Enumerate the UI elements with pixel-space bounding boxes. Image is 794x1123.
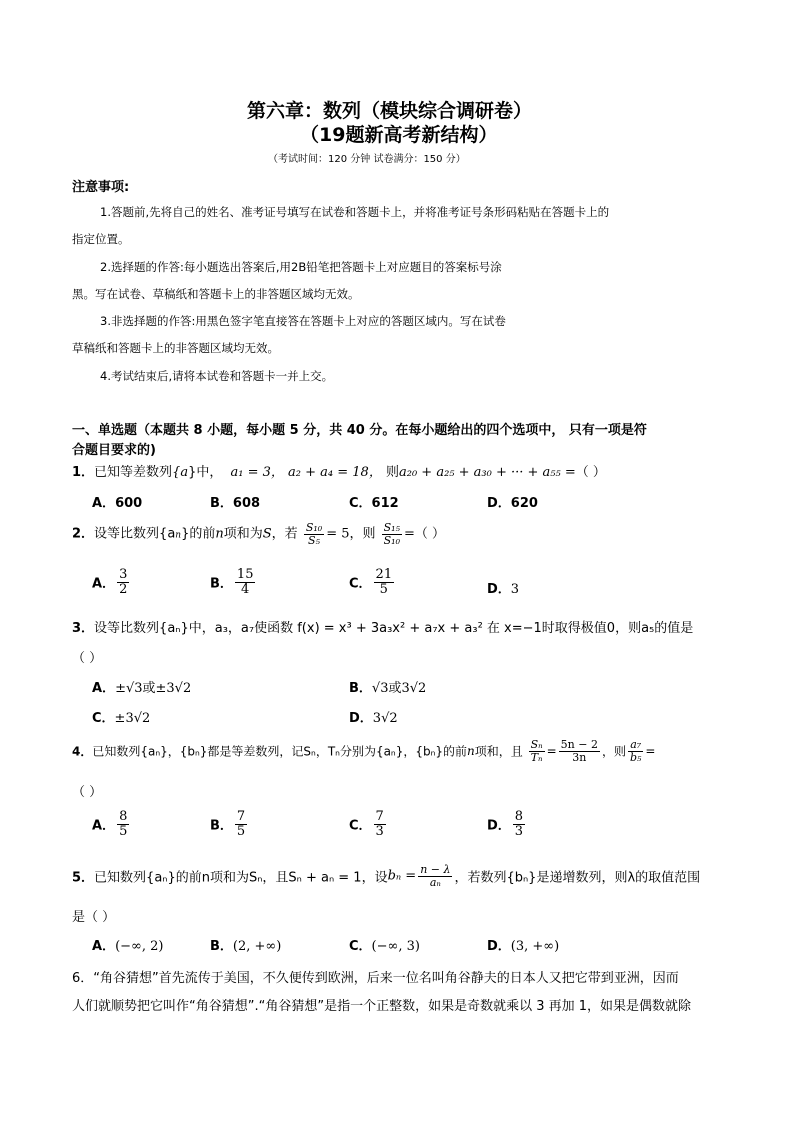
q2-option-d-label: D． (487, 582, 511, 597)
question-2 (72, 522, 445, 546)
notice-line-3: 2.选择题的作答:每小题选出答案后,用2B铅笔把答题卡上对应题目的答案标号涂 (100, 260, 502, 274)
q2-b-den: 4 (241, 581, 250, 597)
q1-text-b: }中， (188, 465, 223, 480)
q2-option-c-fraction (374, 568, 395, 596)
q4-fraction-1 (529, 739, 545, 763)
q3-option-b (349, 677, 426, 696)
q2-text-c: 项和为 (223, 526, 263, 542)
exam-info: （考试时间：120 分钟 试卷满分：150 分） (268, 154, 466, 165)
q5-fraction (418, 864, 452, 888)
q1-option-b-label: B． (210, 496, 233, 511)
q2-sub-n: n (175, 530, 182, 541)
q4-option-d-fraction (513, 810, 525, 838)
q4-option-a-label: A． (92, 818, 116, 834)
q2-option-c (349, 568, 396, 596)
q1-text-a: 已知等差数列 (94, 465, 173, 480)
q1-option-b (210, 492, 260, 511)
q4-text-c: ，则 (601, 744, 626, 759)
q4-b-num: 7 (236, 809, 246, 824)
q4-f1-numerator: Sₙ (530, 738, 543, 751)
q2-option-d-value: 3 (510, 582, 520, 597)
q4-option-b-label: B． (210, 818, 233, 834)
q1-option-b-value: 608 (232, 496, 261, 511)
q4-b-den: 5 (236, 823, 246, 839)
question-4 (72, 739, 655, 763)
q2-number: 2． (72, 526, 95, 542)
q4-fraction-2 (559, 739, 600, 763)
q4-option-a-fraction (117, 810, 129, 838)
q1-option-a-value: 600 (115, 496, 143, 511)
q5-option-d (487, 935, 559, 954)
q4-c-den: 3 (375, 823, 384, 839)
q4-eq2: = (645, 744, 656, 759)
q4-eq: = (546, 744, 557, 759)
q2-option-b-label: B． (210, 576, 233, 592)
q5-option-a-label: A． (92, 939, 116, 954)
q3-option-d-label: D． (349, 711, 373, 726)
q5-option-d-label: D． (487, 939, 511, 954)
q2-f2-denominator: S₁₀ (383, 533, 400, 547)
q4-a-den: 5 (119, 823, 128, 839)
q5-line-2: 是（ ） (72, 910, 116, 925)
q2-eq5: = 5 (326, 526, 350, 542)
q3-number: 3． (72, 621, 95, 636)
q1-number: 1． (72, 465, 95, 480)
q5-text-b: ，若数列{bₙ}是递增数列，则λ的取值范围 (454, 870, 701, 886)
question-6-line-2: 人们就顺势把它叫作“角谷猜想”.“角谷猜想”是指一个正整数，如果是奇数就乘以 3 再加 1，如果是偶数就除 (72, 999, 692, 1014)
q4-f3-denominator: b₅ (629, 750, 642, 764)
section-heading-line1: 一、单选题（本题共 8 小题，每小题 5 分，共 40 分。在每小题给出的四个选项中， 只有一项是符 (72, 423, 647, 438)
q2-b-num: 15 (236, 567, 254, 582)
q2-option-a-fraction (117, 568, 129, 596)
q4-text-a: 已知数列{aₙ}，{bₙ}都是等差数列，记Sₙ，Tₙ分别为{aₙ}，{bₙ}的前 (92, 744, 468, 759)
q4-number: 4． (72, 744, 93, 759)
q2-f1-denominator: S₅ (308, 533, 320, 547)
q2-eq: = (404, 526, 415, 542)
q4-c-num: 7 (375, 809, 384, 824)
notice-line-1: 1.答题前,先将自己的姓名、准考证号填写在试卷和答题卡上，并将准考证号条形码粘贴在答题卡上的 (100, 205, 610, 219)
q4-option-d (487, 810, 527, 838)
q2-text-e: ，则 (349, 526, 376, 542)
q2-option-b (210, 568, 257, 596)
q1-option-a (92, 492, 142, 511)
q2-c-num: 21 (375, 567, 393, 582)
q5-option-b-value: (2, +∞) (232, 939, 282, 954)
q2-text-d: ，若 (271, 526, 298, 542)
q2-option-a-label: A． (92, 576, 116, 592)
q5-text-a: 已知数列{aₙ}的前n项和为Sₙ，且Sₙ + aₙ = 1，设 (94, 870, 388, 886)
q5-option-c-label: C． (349, 939, 372, 954)
page-subtitle: （19题新高考新结构） (300, 124, 498, 146)
question-1 (72, 461, 606, 480)
q2-option-a (92, 568, 131, 596)
q4-option-c-label: C． (349, 818, 372, 834)
q4-option-a (92, 810, 131, 838)
q2-option-b-fraction (235, 568, 256, 596)
q2-c-den: 5 (379, 581, 388, 597)
q2-text-b: }的前 (181, 526, 216, 542)
notice-heading: 注意事项: (72, 180, 130, 195)
q5-option-a-value: (−∞, 2) (115, 939, 164, 954)
q4-f3-numerator: a₇ (628, 739, 643, 752)
q1-option-c-label: C． (349, 496, 372, 511)
section-heading-line2: 合题目要求的) (72, 443, 156, 458)
notice-line-2: 指定位置。 (72, 232, 130, 246)
q3-option-b-value: √3或3√2 (371, 681, 427, 696)
q3-option-b-label: B． (349, 681, 372, 696)
q3-option-c-value: ±3√2 (114, 711, 151, 726)
q4-option-b-fraction (235, 810, 247, 838)
q5-option-a (92, 935, 163, 954)
q4-paren: （ ） (72, 785, 103, 800)
q4-option-d-label: D． (487, 818, 511, 834)
q5-option-b-label: B． (210, 939, 233, 954)
q2-a-den: 2 (119, 581, 128, 597)
q4-f2-numerator: 5n − 2 (560, 738, 598, 751)
q5-bn: bₙ = (387, 868, 417, 884)
q5-f-numerator: n − λ (420, 863, 451, 876)
q1-text-c: 则 (385, 465, 399, 480)
page-title: 第六章：数列（模块综合调研卷） (247, 100, 533, 122)
q4-fraction-3 (628, 739, 643, 763)
q2-n: n (215, 526, 224, 542)
q5-option-d-value: (3, +∞) (510, 939, 560, 954)
q4-option-c-fraction (374, 810, 386, 838)
q4-a-num: 8 (119, 809, 128, 824)
notice-line-5: 3.非选择题的作答:用黑色签字笔直接答在答题卡上对应的答题区域内。写在试卷 (100, 314, 506, 328)
q1-option-a-label: A． (92, 496, 116, 511)
q2-f1-numerator: S₁₀ (305, 521, 323, 534)
q2-fraction-1 (304, 522, 324, 546)
q3-option-d-value: 3√2 (372, 711, 398, 726)
q3-option-c (92, 707, 150, 726)
q1-cond2: a₂ + a₄ = 18， (288, 465, 382, 480)
q4-f2-denominator: 3n (572, 750, 587, 764)
q2-option-c-label: C． (349, 576, 372, 592)
q1-seq: {a (172, 465, 189, 480)
q5-option-c-value: (−∞, 3) (371, 939, 420, 954)
q3-option-d (349, 707, 398, 726)
q3-option-c-label: C． (92, 711, 115, 726)
q1-option-c-value: 612 (371, 496, 399, 511)
q4-d-num: 8 (514, 809, 524, 824)
q4-option-c (349, 810, 388, 838)
q1-expr: a₂₀ + a₂₅ + a₃₀ + ··· + a₅₅ = (398, 465, 576, 480)
q4-n: n (467, 744, 475, 759)
q1-option-c (349, 492, 399, 511)
question-5 (72, 864, 700, 888)
q3-text: 设等比数列{aₙ}中，a₃，a₇使函数 f(x) = x³ + 3a₃x² + a₇x + a₃² 在 x=−1时取得极值0，则a₅的值是 (94, 621, 694, 636)
q4-f1-denominator: Tₙ (530, 750, 543, 764)
q5-option-b (210, 935, 281, 954)
q2-paren: （ ） (414, 526, 446, 542)
q5-f-denominator: aₙ (429, 875, 441, 889)
q2-fraction-2 (382, 522, 402, 546)
q2-f2-numerator: S₁₅ (383, 521, 400, 534)
q4-d-den: 3 (514, 823, 524, 839)
q1-paren: （ ） (575, 465, 606, 480)
q4-option-b (210, 810, 249, 838)
q1-cond1: a₁ = 3， (230, 465, 284, 480)
q3-option-a (92, 677, 191, 696)
q5-option-c (349, 935, 420, 954)
q3-option-a-value: ±√3或±3√2 (115, 681, 192, 696)
q2-a-num: 3 (119, 567, 128, 582)
q1-option-d-label: D． (487, 496, 511, 511)
q3-option-a-label: A． (92, 681, 116, 696)
notice-line-6: 草稿纸和答题卡上的非答题区域均无效。 (72, 341, 279, 355)
q3-paren: （ ） (72, 651, 103, 666)
notice-line-4: 黑。写在试卷、草稿纸和答题卡上的非答题区域均无效。 (72, 287, 360, 301)
q4-text-b: 项和，且 (474, 744, 523, 759)
question-6-line-1: 6．“角谷猜想”首先流传于美国，不久便传到欧洲，后来一位名叫角谷静夫的日本人又把它带到亚洲，因而 (72, 971, 679, 986)
q2-text-a: 设等比数列{a (94, 526, 176, 542)
q2-sn: S (262, 526, 272, 542)
notice-line-7: 4.考试结束后,请将本试卷和答题卡一并上交。 (100, 369, 334, 383)
q5-number: 5． (72, 870, 95, 886)
q2-option-d (487, 578, 519, 597)
q1-option-d-value: 620 (510, 496, 538, 511)
question-3 (72, 617, 693, 636)
q1-option-d (487, 492, 538, 511)
